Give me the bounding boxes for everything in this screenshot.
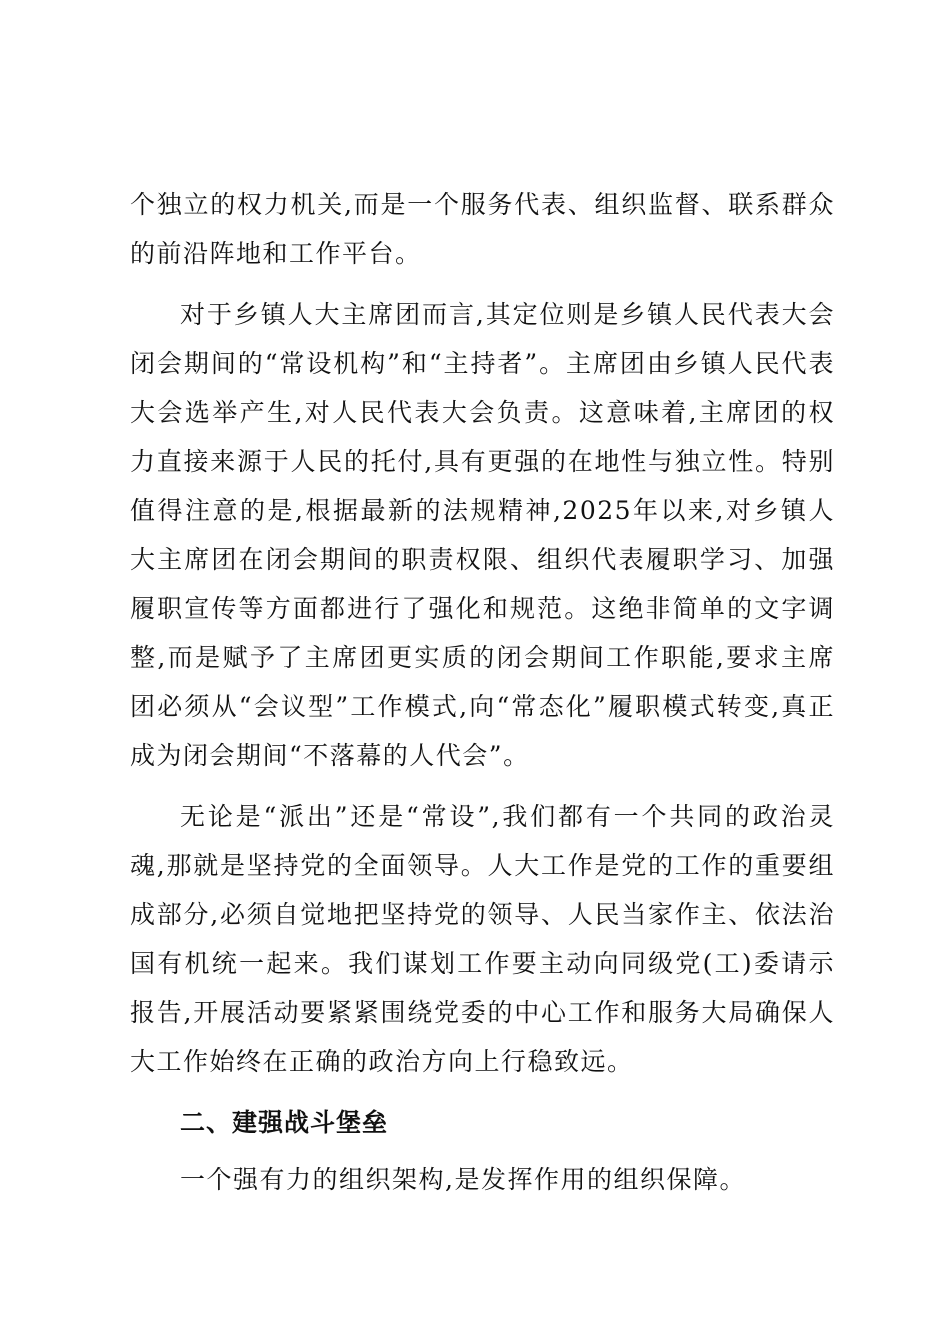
paragraph-1: 个独立的权力机关,而是一个服务代表、组织监督、联系群众的前沿阵地和工作平台。 — [130, 190, 835, 268]
document-body — [130, 180, 835, 1216]
paragraph-2: 对于乡镇人大主席团而言,其定位则是乡镇人民代表大会闭会期间的“常设机构”和“主持者”。主席团由乡镇人民代表大会选举产生,对人民代表大会负责。这意味着,主席团的权力直接来源于人民的托付,具有更强的在地性与独立性。特别值得注意的是,根据最新的法规精神,2025年以来,对乡镇人大主席团在闭会期间的职责权限、组织代表履职学习、加强履职宣传等方面都进行了强化和规范。这绝非简单的文字调整,而是赋予了主席团更实质的闭会期间工作职能,要求主席团必须从“会议型”工作模式,向“常态化”履职模式转变,真正成为闭会期间“不落幕的人代会”。 — [130, 300, 835, 770]
paragraph-3: 无论是“派出”还是“常设”,我们都有一个共同的政治灵魂,那就是坚持党的全面领导。人大工作是党的工作的重要组成部分,必须自觉地把坚持党的领导、人民当家作主、依法治国有机统一起来。我们谋划工作要主动向同级党(工)委请示报告,开展活动要紧紧围绕党委的中心工作和服务大局确保人大工作始终在正确的政治方向上行稳致远。 — [130, 802, 835, 1076]
section-heading: 二、建强战斗堡垒 — [180, 1108, 389, 1137]
paragraph-4: 一个强有力的组织架构,是发挥作用的组织保障。 — [180, 1165, 746, 1194]
